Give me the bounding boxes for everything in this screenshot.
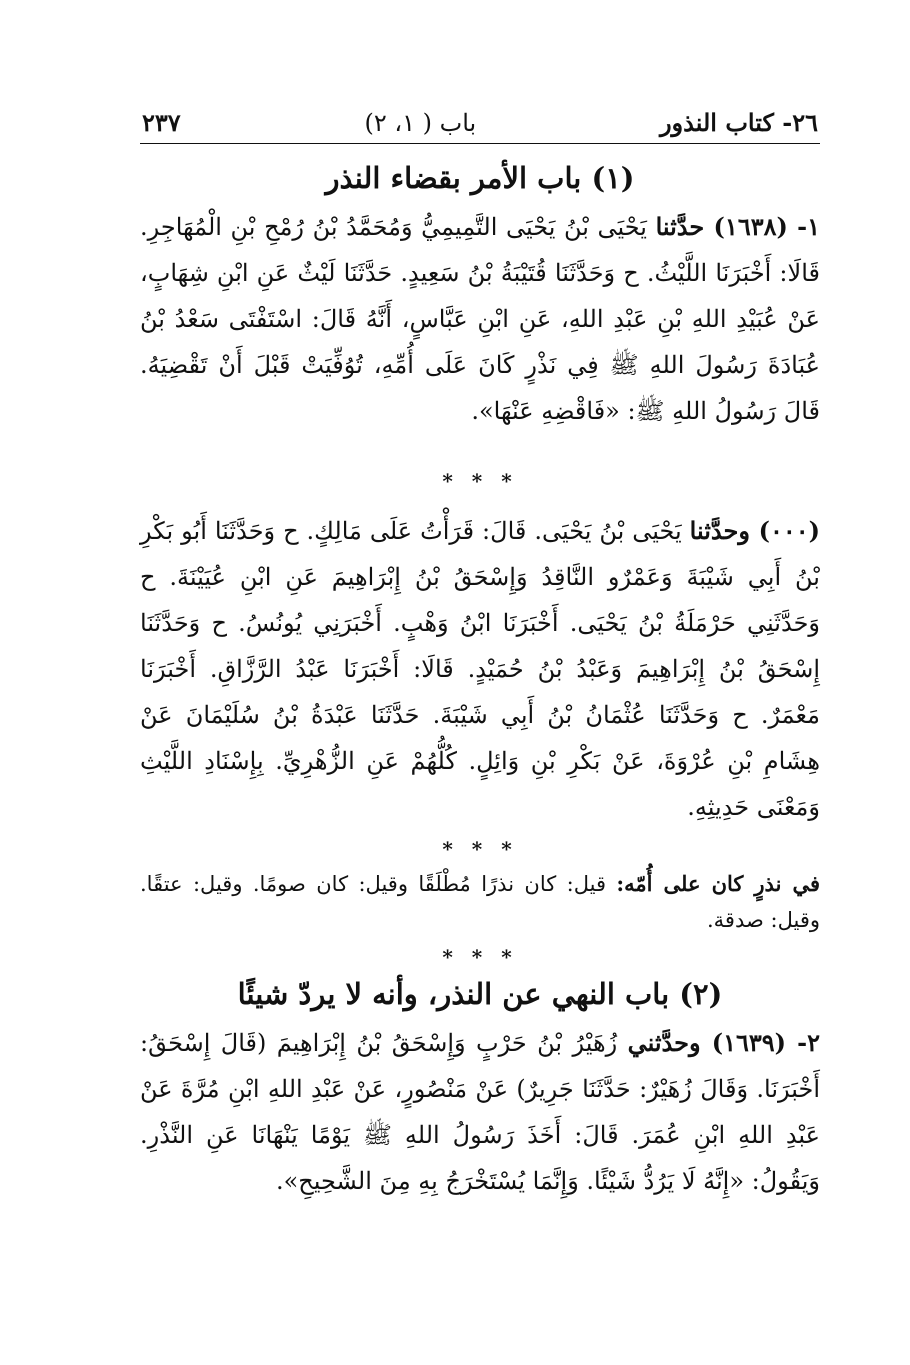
chapter-title-1: (١) باب الأمر بقضاء النذر — [325, 161, 635, 195]
footnote — [140, 866, 820, 938]
book-page — [140, 108, 820, 1204]
hadith-1638 — [140, 204, 820, 434]
running-header — [140, 108, 820, 144]
separator-stars: * * * — [442, 469, 518, 493]
hadith-1639-text: زُهَيْرُ بْنُ حَرْبٍ وَإِسْحَقُ بْنُ إِبْرَاهِيمَ (قَالَ إِسْحَقُ: أَخْبَرَنَا. وَقَالَ زُهَيْرٌ: حَدَّثَنَا جَرِيرٌ) عَنْ مَنْصُورٍ، عَنْ عَبْدِ اللهِ ابْنِ مُرَّةَ عَنْ عَبْدِ اللهِ ابْنِ عُمَرَ. قَالَ: أَخَذَ رَسُولُ اللهِ ﷺ يَوْمًا يَنْهَانَا عَنِ النَّذْرِ. وَيَقُولُ: «إِنَّهُ لَا يَرُدُّ شَيْئًا. وَإِنَّمَا يُسْتَخْرَجُ بِهِ مِنَ الشَّحِيحِ». — [140, 1029, 820, 1195]
header-page-number: ٢٣٧ — [142, 108, 181, 137]
separator-stars: * * * — [442, 945, 518, 969]
chapter-title-2: (٢) باب النهي عن النذر، وأنه لا يردّ شيئًا — [237, 977, 723, 1011]
hadith-000-text: يَحْيَى بْنُ يَحْيَى. قَالَ: قَرَأْتُ عَلَى مَالِكٍ. ح وَحَدَّثَنَا أَبُو بَكْرِ بْنُ أَبِي شَيْبَةَ وَعَمْرٌو النَّاقِدُ وَإِسْحَقُ بْنُ إِبْرَاهِيمَ عَنِ ابْنِ عُيَيْنَةَ. ح وَحَدَّثَنِي حَرْمَلَةُ بْنُ يَحْيَى. أَخْبَرَنَا ابْنُ وَهْبٍ. أَخْبَرَنِي يُونُسُ. ح وَحَدَّثَنَا إِسْحَقُ بْنُ إِبْرَاهِيمَ وَعَبْدُ بْنُ حُمَيْدٍ. قَالَا: أَخْبَرَنَا عَبْدُ الرَّزَّاقِ. أَخْبَرَنَا مَعْمَرٌ. ح وَحَدَّثَنَا عُثْمَانُ بْنُ أَبِي شَيْبَةَ. حَدَّثَنَا عَبْدَةُ بْنُ سُلَيْمَانَ عَنْ هِشَامِ بْنِ عُرْوَةَ، عَنْ بَكْرِ بْنِ وَائِلٍ. كُلُّهُمْ عَنِ الزُّهْرِيِّ. بِإِسْنَادِ اللَّيْثِ وَمَعْنَى حَدِيثِهِ. — [140, 517, 820, 821]
header-book-title: ٢٦- كتاب النذور — [659, 108, 818, 137]
header-chapter-range: باب ( ١، ٢) — [364, 109, 477, 137]
hadith-1638-text: يَحْيَى بْنُ يَحْيَى التَّمِيمِيُّ وَمُحَمَّدُ بْنُ رُمْحِ بْنِ الْمُهَاجِرِ. قَالَا: أَخْبَرَنَا اللَّيْثُ. ح وَحَدَّثَنَا قُتَيْبَةُ بْنُ سَعِيدٍ. حَدَّثَنَا لَيْثٌ عَنِ ابْنِ شِهَابٍ، عَنْ عُبَيْدِ اللهِ بْنِ عَبْدِ اللهِ، عَنِ ابْنِ عَبَّاسٍ، أَنَّهُ قَالَ: اسْتَفْتَى سَعْدُ بْنُ عُبَادَةَ رَسُولَ اللهِ ﷺ فِي نَذْرٍ كَانَ عَلَى أُمِّهِ، تُوُفِّيَتْ قَبْلَ أَنْ تَقْضِيَهُ. قَالَ رَسُولُ اللهِ ﷺ: «فَاقْضِهِ عَنْهَا». — [140, 213, 820, 425]
hadith-1639-lead: ٢- (١٦٣٩) وحدَّثني — [627, 1028, 820, 1057]
separator-stars: * * * — [442, 837, 518, 861]
hadith-1639 — [140, 1020, 820, 1204]
hadith-000 — [140, 508, 820, 830]
footnote-text: قيل: كان نذرًا مُطْلَقًا وقيل: كان صومًا. وقيل: عتقًا. وقيل: صدقة. — [140, 872, 820, 932]
footnote-lead: في نذرٍ كان على أُمّه: — [616, 871, 820, 896]
hadith-1638-lead: ١- (١٦٣٨) حدَّثنا — [655, 212, 821, 241]
hadith-000-lead: (٠٠٠) وحدَّثنا — [689, 516, 821, 545]
